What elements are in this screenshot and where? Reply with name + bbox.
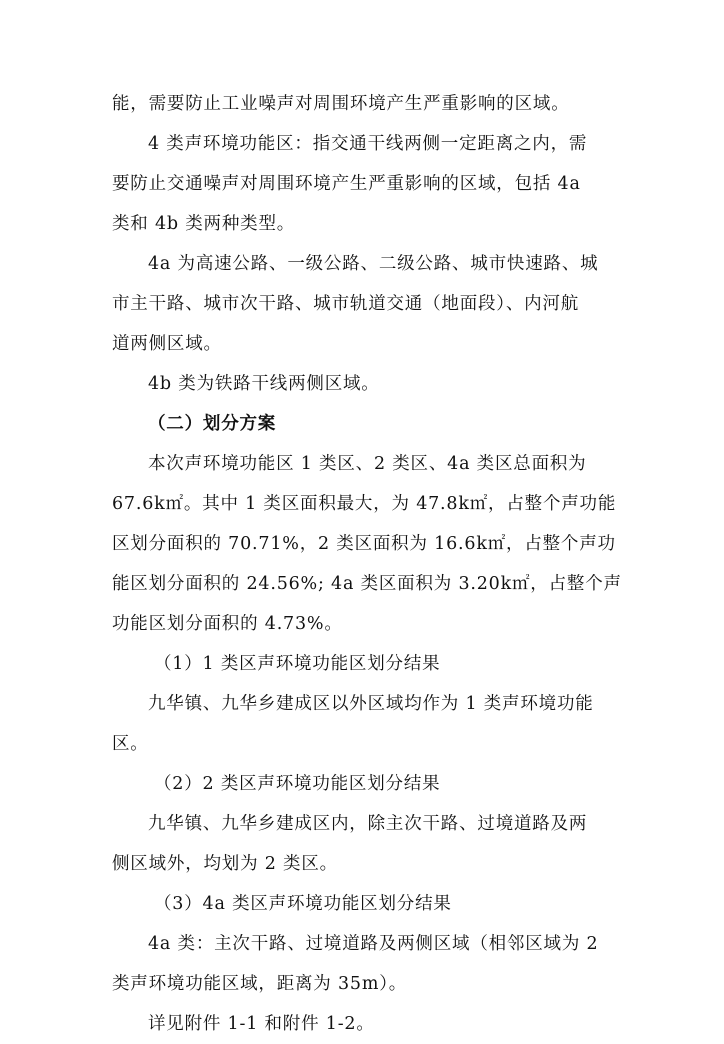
- text-line: 功能区划分面积的 4.73%。: [112, 614, 343, 634]
- text-line: 4a 类：主次干路、过境道路及两侧区域（相邻区域为 2: [148, 934, 599, 954]
- text-line: 类和 4b 类两种类型。: [112, 214, 296, 234]
- text-line: 详见附件 1-1 和附件 1-2。: [148, 1014, 375, 1034]
- text-line: 67.6k㎡。其中 1 类区面积最大，为 47.8k㎡，占整个声功能: [112, 494, 617, 514]
- text-line: 道两侧区域。: [112, 334, 222, 354]
- text-line: 4a 为高速公路、一级公路、二级公路、城市快速路、城: [148, 254, 599, 274]
- text-line: 侧区域外，均划为 2 类区。: [112, 854, 338, 874]
- subsection-heading: （2）2 类区声环境功能区划分结果: [154, 774, 441, 794]
- section-heading: （二）划分方案: [148, 414, 277, 434]
- subsection-heading: （1）1 类区声环境功能区划分结果: [154, 654, 441, 674]
- text-line: 能区划分面积的 24.56%; 4a 类区面积为 3.20k㎡，占整个声: [112, 574, 622, 594]
- text-line: 市主干路、城市次干路、城市轨道交通（地面段）、内河航: [112, 294, 580, 314]
- text-line: 九华镇、九华乡建成区内，除主次干路、过境道路及两: [148, 814, 588, 834]
- subsection-heading: （3）4a 类区声环境功能区划分结果: [154, 894, 452, 914]
- text-line: 区。: [112, 734, 149, 754]
- text-line: 九华镇、九华乡建成区以外区域均作为 1 类声环境功能: [148, 694, 594, 714]
- text-line: 要防止交通噪声对周围环境产生严重影响的区域，包括 4a: [112, 174, 581, 194]
- text-line: 能，需要防止工业噪声对周围环境产生严重影响的区域。: [112, 94, 570, 114]
- text-line: 4 类声环境功能区：指交通干线两侧一定距离之内，需: [148, 134, 588, 154]
- text-line: 4b 类为铁路干线两侧区域。: [148, 374, 380, 394]
- text-line: 区划分面积的 70.71%，2 类区面积为 16.6k㎡，占整个声功: [112, 534, 616, 554]
- text-line: 类声环境功能区域，距离为 35m）。: [112, 974, 408, 994]
- text-line: 本次声环境功能区 1 类区、2 类区、4a 类区总面积为: [148, 454, 587, 474]
